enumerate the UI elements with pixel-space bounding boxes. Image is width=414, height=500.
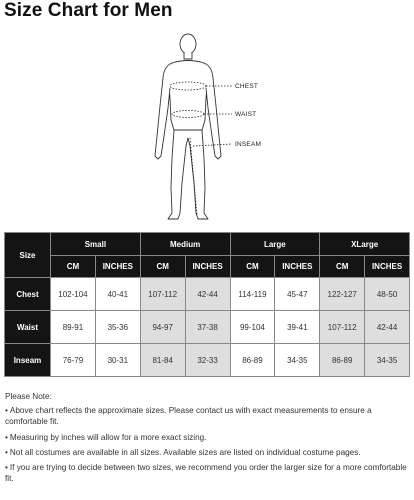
table-cell: 107-112 [140, 278, 185, 311]
body-measurement-figure [0, 28, 414, 228]
unit-cm: CM [320, 256, 365, 278]
table-cell: 81-84 [140, 344, 185, 377]
table-cell: 86-89 [230, 344, 275, 377]
list-item [5, 447, 410, 458]
list-item [5, 432, 410, 443]
unit-inches: INCHES [95, 256, 140, 278]
table-cell: 122-127 [320, 278, 365, 311]
bullet: • [5, 463, 8, 473]
bullet: • [5, 447, 8, 457]
table-cell: 114-119 [230, 278, 275, 311]
table-cell: 34-35 [365, 344, 410, 377]
unit-cm: CM [51, 256, 96, 278]
table-cell: 42-44 [185, 278, 230, 311]
size-table [4, 232, 410, 377]
table-cell: 30-31 [95, 344, 140, 377]
note-text: Above chart reflects the approximate sizes. Please contact us with exact measurements to ensure a comfortable fit. [5, 406, 372, 427]
unit-inches: INCHES [365, 256, 410, 278]
table-cell: 45-47 [275, 278, 320, 311]
table-cell: 107-112 [320, 311, 365, 344]
unit-inches: INCHES [185, 256, 230, 278]
note-text: Measuring by inches will allow for a more exact sizing. [9, 432, 207, 442]
bullet: • [5, 406, 8, 416]
notes-section [5, 391, 410, 488]
table-cell: 42-44 [365, 311, 410, 344]
table-cell: 76-79 [51, 344, 96, 377]
table-row [5, 344, 410, 377]
row-label-waist: Waist [5, 311, 51, 344]
row-label-inseam: Inseam [5, 344, 51, 377]
table-row [5, 311, 410, 344]
table-row [5, 278, 410, 311]
notes-list [5, 405, 410, 484]
table-cell: 89-91 [51, 311, 96, 344]
list-item [5, 462, 410, 484]
table-cell: 39-41 [275, 311, 320, 344]
note-text: Not all costumes are available in all sizes. Available sizes are listed on individual costume pages. [9, 447, 361, 457]
table-cell: 35-36 [95, 311, 140, 344]
table-cell: 34-35 [275, 344, 320, 377]
size-large-header: Large [230, 233, 320, 256]
notes-heading: Please Note: [5, 392, 52, 401]
page-title: Size Chart for Men [4, 0, 173, 21]
size-header: Size [5, 233, 51, 278]
chest-label: CHEST [235, 83, 259, 90]
bullet: • [5, 432, 8, 442]
row-label-chest: Chest [5, 278, 51, 311]
unit-cm: CM [230, 256, 275, 278]
table-cell: 86-89 [320, 344, 365, 377]
size-xlarge-header: XLarge [320, 233, 410, 256]
table-cell: 102-104 [51, 278, 96, 311]
table-cell: 32-33 [185, 344, 230, 377]
note-text: If you are trying to decide between two sizes, we recommend you order the larger size for a more comfortable fit. [5, 463, 407, 484]
table-cell: 40-41 [95, 278, 140, 311]
inseam-label: INSEAM [235, 141, 262, 148]
table-cell: 99-104 [230, 311, 275, 344]
unit-inches: INCHES [275, 256, 320, 278]
man-silhouette-icon [0, 28, 414, 228]
waist-label: WAIST [235, 111, 257, 118]
list-item [5, 405, 410, 427]
size-medium-header: Medium [140, 233, 230, 256]
unit-cm: CM [140, 256, 185, 278]
table-cell: 94-97 [140, 311, 185, 344]
table-cell: 37-38 [185, 311, 230, 344]
table-cell: 48-50 [365, 278, 410, 311]
size-small-header: Small [51, 233, 141, 256]
